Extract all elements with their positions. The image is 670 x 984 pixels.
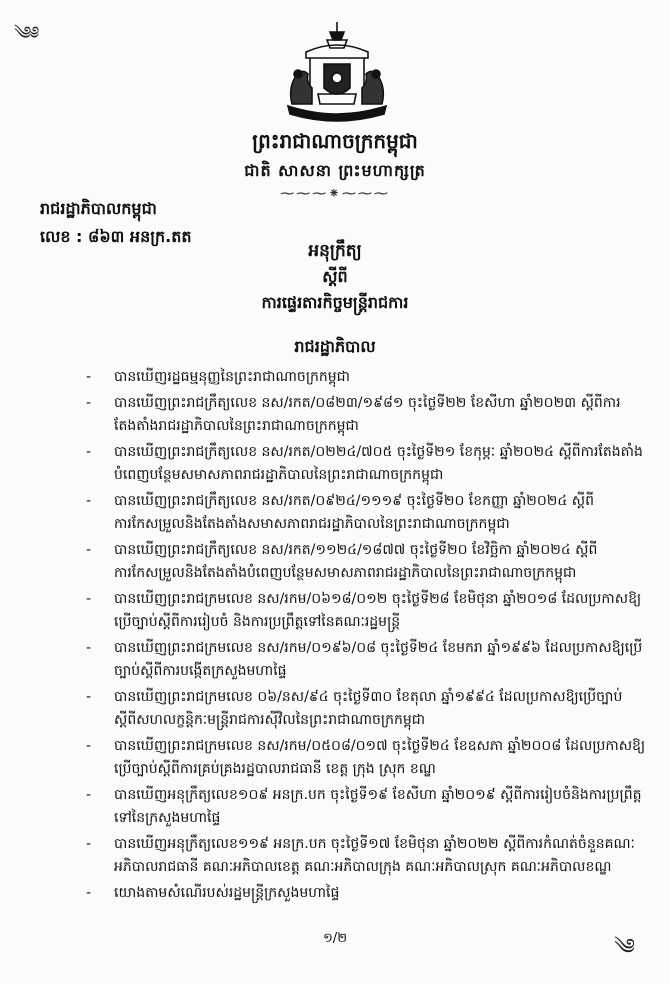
recital-item: [86, 490, 646, 537]
ornament-divider: ⁓⁓⁓⁕⁓⁓⁓: [280, 186, 390, 202]
clause-dash: -: [86, 590, 92, 607]
recital-item: [86, 686, 646, 733]
recital-item: [86, 392, 646, 439]
clause-dash: -: [86, 443, 92, 460]
corner-handwritten-mark: ༄༅: [14, 23, 40, 44]
recital-text: បានឃើញព្រះរាជក្រឹត្យលេខ នស/រកត/០២២៤/៧០៥ ចុះថ្ងៃទី២១ ខែកុម្ភៈ ឆ្នាំ២០២៤ ស្តីពីការតែងតាំងបំពេញបន្ថែមសមាសភាពរាជរដ្ឋាភិបាលនៃព្រះរាជាណាចក្រកម្ពុជា: [114, 443, 643, 483]
recital-text: បានឃើញព្រះរាជក្រឹត្យលេខ នស/រកត/០៩២៤/១១១៩ ចុះថ្ងៃទី២០ ខែកញ្ញា ឆ្នាំ២០២៤ ស្តីពីការកែសម្រួលនិងតែងតាំងសមាសភាពរាជរដ្ឋាភិបាលនៃព្រះរាជាណាចក្រកម្ពុជា: [114, 492, 594, 532]
clause-dash: -: [86, 737, 92, 754]
kingdom-title: ព្រះរាជាណាចក្រកម្ពុជា: [252, 129, 418, 153]
enacting-authority: រាជរដ្ឋាភិបាល: [294, 337, 376, 356]
recital-text: បានឃើញរដ្ឋធម្មនុញ្ញនៃព្រះរាជាណាចក្រកម្ពុជា: [114, 369, 350, 385]
recitals-list: [86, 366, 646, 907]
recital-text: បានឃើញព្រះរាជក្រមលេខ នស/រកម/០១៩៦/០៨ ចុះថ្ងៃទី២៤ ខែមករា ឆ្នាំ១៩៩៦ ដែលប្រកាសឱ្យប្រើច្បាប់ស្តីពីការបង្កើតក្រសួងមហាផ្ទៃ: [114, 639, 643, 679]
issuing-authority: រាជរដ្ឋាភិបាលកម្ពុជា: [40, 199, 157, 218]
recital-item: [86, 784, 646, 831]
recital-text: បានឃើញព្រះរាជក្រមលេខ នស/រកម/០៥០៨/០១៧ ចុះថ្ងៃទី២៤ ខែឧសភា ឆ្នាំ២០០៨ ដែលប្រកាសឱ្យប្រើច្បាប់ស្តីពីការគ្រប់គ្រងរដ្ឋបាលរាជធានី ខេត្ត ក្រុង ស្រុក ខណ្ឌ: [114, 737, 646, 777]
clause-dash: -: [86, 369, 92, 385]
recital-item: [86, 735, 646, 782]
recital-text: យោងតាមសំណើរបស់រដ្ឋមន្ត្រីក្រសួងមហាផ្ទៃ: [114, 884, 340, 901]
clause-dash: -: [86, 394, 92, 411]
document-type: អនុក្រឹត្យ: [308, 241, 362, 261]
clause-dash: -: [86, 541, 92, 558]
recital-text: បានឃើញអនុក្រឹត្យលេខ១១៩ អនក្រ.បក ចុះថ្ងៃទី១៧ ខែមិថុនា ឆ្នាំ២០២២ ស្តីពីការកំណត់ចំនួនគណៈអភិបាលរាជធានី គណៈអភិបាលខេត្ត គណៈអភិបាលក្រុង គណៈអភិបាលស្រុក គណៈអភិបាលខណ្ឌ: [114, 835, 635, 875]
recital-item: [86, 441, 646, 488]
document-subject: ការផ្ទេរតារកិច្ចមន្ត្រីរាជការ: [261, 293, 409, 312]
document-number: លេខ : ៨៦៣ អនក្រ.តត: [40, 227, 192, 246]
recital-item: [86, 882, 646, 906]
royal-coat-of-arms-icon: [278, 18, 396, 126]
recital-text: បានឃើញព្រះរាជក្រមលេខ ០៦/នស/៩៤ ចុះថ្ងៃទី៣០ ខែតុលា ឆ្នាំ១៩៩៤ ដែលប្រកាសឱ្យប្រើច្បាប់ស្តីពីសហលក្ខន្តិកៈមន្ត្រីរាជការស៊ីវិលនៃព្រះរាជាណាចក្រកម្ពុជា: [114, 688, 623, 728]
national-motto: ជាតិ សាសនា ព្រះមហាក្សត្រ: [244, 161, 426, 180]
clause-dash: -: [86, 786, 92, 803]
subject-label: ស្តីពី: [322, 267, 348, 286]
recital-text: បានឃើញព្រះរាជក្រមលេខ នស/រកម/០៦១៨/០១២ ចុះថ្ងៃទី២៨ ខែមិថុនា ឆ្នាំ២០១៨ ដែលប្រកាសឱ្យប្រើច្បាប់ស្តីពីការរៀបចំ និងការប្រព្រឹត្តទៅនៃគណៈរដ្ឋមន្ត្រី: [114, 590, 642, 630]
recital-item: [86, 588, 646, 635]
recital-item: [86, 637, 646, 684]
recital-text: បានឃើញអនុក្រឹត្យលេខ១០៩ អនក្រ.បក ចុះថ្ងៃទី១៩ ខែសីហា ឆ្នាំ២០១៩ ស្តីពីការរៀបចំនិងការប្រព្រឹត្តទៅនៃក្រសួងមហាផ្ទៃ: [114, 786, 642, 826]
recital-item: [86, 366, 646, 390]
clause-dash: -: [86, 492, 92, 509]
recital-item: [86, 539, 646, 586]
page-number: ១/២: [322, 931, 348, 946]
recital-item: [86, 833, 646, 880]
recital-text: បានឃើញព្រះរាជក្រឹត្យលេខ នស/រកត/០៨២៣/១៩៨១ ចុះថ្ងៃទី២២ ខែសីហា ឆ្នាំ២០២៣ ស្តីពីការតែងតាំងរាជរដ្ឋាភិបាលនៃព្រះរាជាណាចក្រកម្ពុជា: [114, 394, 621, 434]
clause-dash: -: [86, 639, 92, 656]
recital-text: បានឃើញព្រះរាជក្រឹត្យលេខ នស/រកត/១១២៤/១៨៧៧ ចុះថ្ងៃទី២០ ខែវិច្ឆិកា ឆ្នាំ២០២៤ ស្តីពីការកែសម្រួលនិងតែងតាំងបំពេញបន្ថែមសមាសភាពរាជរដ្ឋាភិបាលនៃព្រះរាជាណាចក្រកម្ពុជា: [114, 541, 598, 581]
clause-dash: -: [86, 884, 92, 901]
clause-dash: -: [86, 835, 92, 852]
handwritten-initials: ༄: [614, 935, 636, 960]
clause-dash: -: [86, 688, 92, 705]
